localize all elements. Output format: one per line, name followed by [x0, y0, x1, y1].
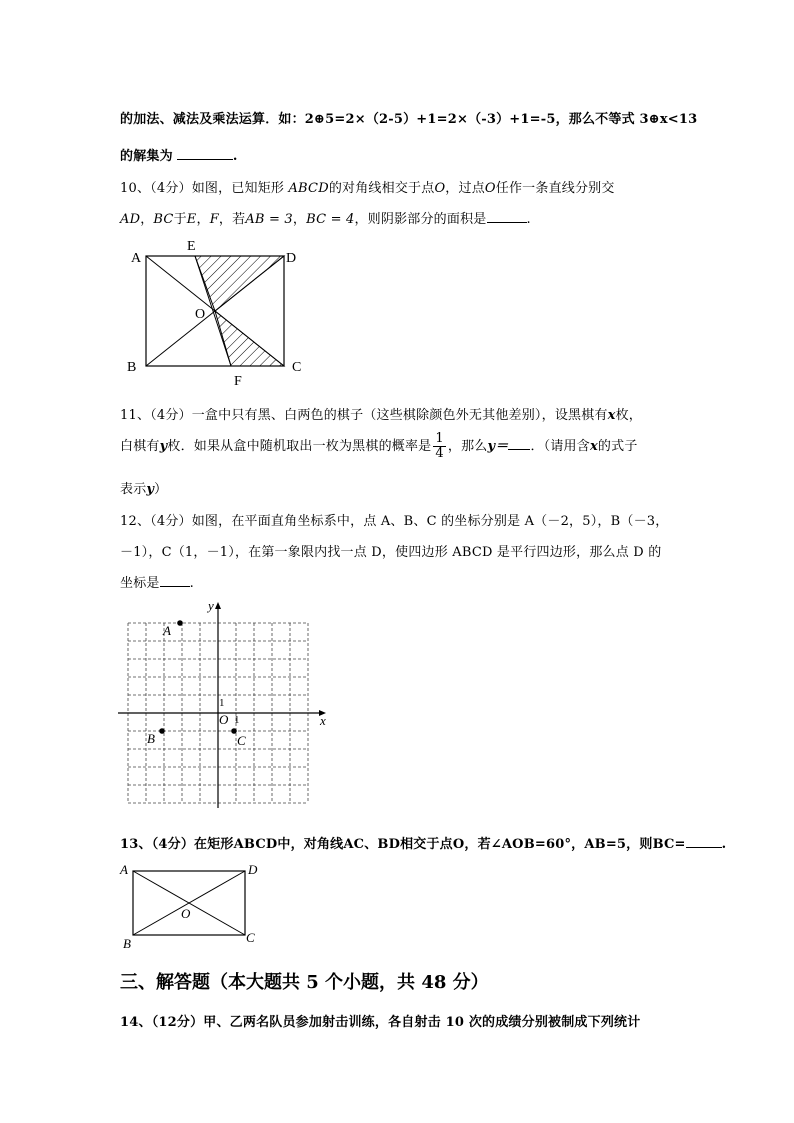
q10-text: ，	[196, 212, 210, 227]
tick-label-y-1: 1	[219, 697, 225, 709]
fraction-denominator: 4	[435, 446, 444, 461]
label-d: D	[248, 862, 258, 877]
q10-line1	[120, 177, 615, 196]
q10-text: ，	[292, 212, 307, 227]
q9-line2: 的解集为 .	[120, 149, 238, 164]
q10-end: .	[526, 212, 531, 227]
label-a: A	[120, 862, 128, 877]
answer-blank[interactable]	[686, 835, 722, 848]
q11-line1	[120, 404, 642, 423]
answer-blank[interactable]	[487, 210, 527, 223]
point-a-label: A	[163, 623, 171, 638]
point-a	[177, 620, 183, 626]
q12-line3	[120, 572, 194, 591]
q12-line1: 12、（4分）如图，在平面直角坐标系中，点 A、B、C 的坐标分别是 A（－2，5），B（－3，	[120, 514, 669, 529]
q11-text: 枚．如果从盒中随机取出一枚为黑棋的概率是	[167, 439, 432, 454]
q11-y-eq: y＝	[487, 439, 509, 454]
q10-o: O	[434, 181, 446, 196]
q11-x: x	[607, 408, 616, 423]
label-o: O	[195, 307, 206, 322]
q13-end: .	[721, 837, 727, 852]
q12-end: .	[189, 576, 194, 591]
label-b: B	[127, 360, 137, 375]
q10-ab: AB = 3	[245, 212, 293, 227]
fraction-one-quarter	[433, 432, 445, 461]
label-f: F	[234, 374, 242, 389]
point-b-label: B	[147, 731, 155, 746]
section-heading: 三、解答题（本大题共 5 个小题，共 48 分）	[120, 972, 489, 993]
q10-figure	[120, 238, 320, 388]
q14-line: 14、（12分）甲、乙两名队员参加射击训练，各自射击 10 次的成绩分别被制成下列统计	[120, 1015, 641, 1030]
y-axis-arrow	[215, 602, 221, 609]
q13-figure	[118, 860, 268, 952]
q12-coordinate-grid	[118, 598, 338, 808]
q11-text: ．（请用含	[530, 439, 590, 454]
label-o: O	[181, 906, 191, 921]
q10-text: 的对角线相交于点	[328, 181, 435, 196]
answer-blank[interactable]	[160, 574, 190, 587]
q12-line2: －1），C（1，－1），在第一象限内找一点 D，使四边形 ABCD 是平行四边形，那么点 D 的	[120, 545, 662, 560]
q13-line	[120, 833, 726, 852]
q10-text: ，	[140, 212, 154, 227]
label-d: D	[286, 251, 297, 266]
q10-text: ，则阴影部分的面积是	[354, 212, 487, 227]
q11-text: 11、（4分）一盒中只有黑、白两色的棋子（这些棋除颜色外无其他差别），设黑棋有	[120, 408, 608, 423]
tick-label-x-1: 1	[234, 714, 240, 726]
q11-text: 枚，	[615, 408, 642, 423]
q11-text: ）	[154, 482, 168, 497]
q11-text: 的式子	[597, 439, 638, 454]
q10-o: O	[484, 181, 496, 196]
q11-y: y	[159, 439, 168, 454]
x-axis-label: x	[320, 713, 326, 728]
point-c-label: C	[237, 733, 246, 748]
q10-bc-eq: BC = 4	[306, 212, 355, 227]
q10-f: F	[209, 212, 219, 227]
q10-bc: BC	[153, 212, 174, 227]
label-c: C	[246, 930, 255, 945]
q11-text: 白棋有	[120, 439, 160, 454]
label-e: E	[187, 239, 196, 254]
q11-x: x	[589, 439, 598, 454]
q11-y: y	[146, 482, 155, 497]
label-a: A	[131, 251, 142, 266]
q10-abcd: ABCD	[288, 181, 329, 196]
shaded-region-top	[195, 256, 284, 311]
q10-text: ，过点	[445, 181, 485, 196]
q10-text: 10、（4分）如图，已知矩形	[120, 181, 285, 196]
q13-text: 13、（4分）在矩形ABCD中，对角线AC、BD相交于点O，若∠AOB=60°，AB=5，则BC=	[120, 837, 686, 852]
fraction-numerator: 1	[435, 431, 444, 446]
q11-line2	[120, 432, 638, 461]
q11-line3	[120, 478, 167, 497]
q10-text: ，若	[218, 212, 246, 227]
y-axis-label: y	[208, 598, 214, 613]
answer-blank[interactable]	[508, 437, 530, 450]
q9-line1: 的加法、减法及乘法运算．如：2⊕5=2×（2-5）+1=2×（-3）+1=-5，那么不等式 3⊕x<13	[120, 112, 698, 127]
q9-line2-text: 的解集为	[120, 149, 173, 164]
q10-e: E	[186, 212, 197, 227]
origin-label: O	[219, 712, 229, 727]
point-c	[231, 728, 237, 734]
q10-line2	[120, 208, 531, 227]
point-b	[159, 728, 165, 734]
q12-text: 坐标是	[120, 576, 160, 591]
answer-blank[interactable]	[177, 147, 233, 160]
label-b: B	[123, 936, 131, 951]
q10-text: 于	[173, 212, 187, 227]
q10-ad: AD	[120, 212, 141, 227]
label-c: C	[292, 360, 302, 375]
q11-text: 表示	[120, 482, 147, 497]
q11-text: ，那么	[447, 439, 488, 454]
q10-text: 任作一条直线分别交	[495, 181, 615, 196]
